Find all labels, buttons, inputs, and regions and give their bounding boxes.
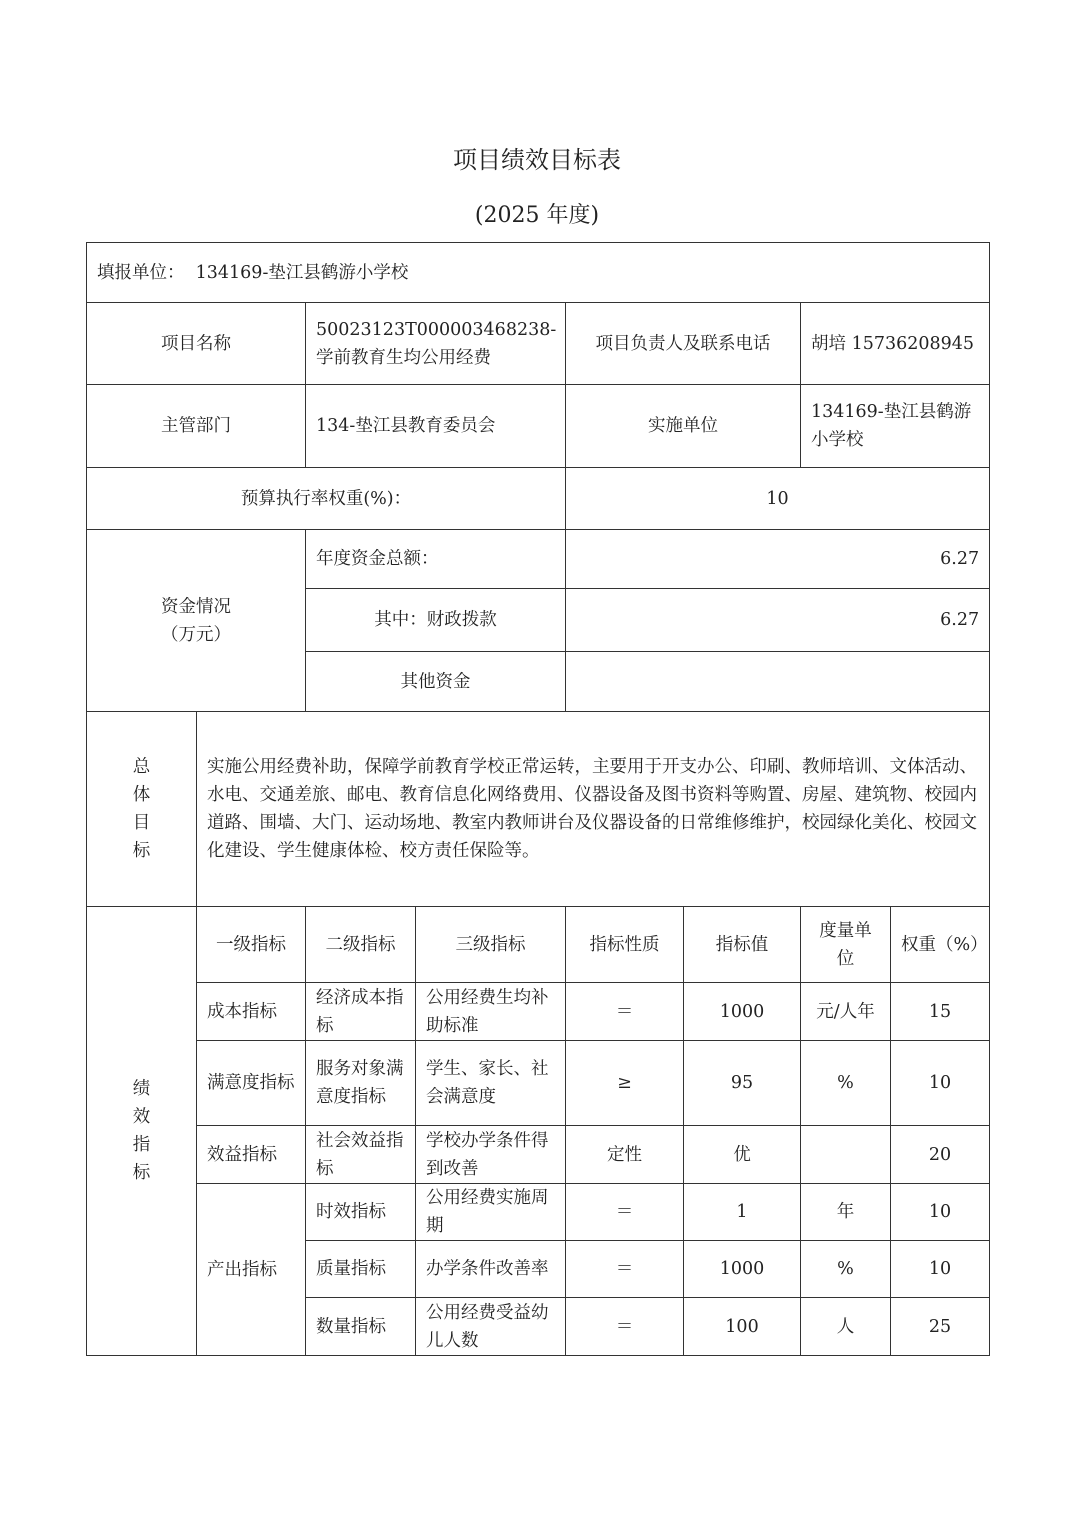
row-nature: ＝ (566, 1241, 684, 1298)
annual-total-label: 年度资金总额： (306, 530, 566, 589)
header-l1: 一级指标 (197, 907, 306, 983)
table-row (87, 1041, 990, 1126)
row-nature: ＝ (566, 983, 684, 1041)
row-l2: 质量指标 (306, 1241, 416, 1298)
row-unit: % (801, 1241, 891, 1298)
row-weight: 15 (891, 983, 990, 1041)
header-nature: 指标性质 (566, 907, 684, 983)
row-l2: 社会效益指标 (306, 1126, 416, 1184)
row-unit: % (801, 1041, 891, 1126)
performance-table (86, 242, 990, 1356)
impl-unit-value: 134169-垫江县鹤游小学校 (801, 385, 990, 468)
project-leader-label: 项目负责人及联系电话 (566, 303, 801, 385)
row-l3: 公用经费受益幼儿人数 (416, 1298, 566, 1356)
row-l3: 公用经费实施周期 (416, 1184, 566, 1241)
table-row (87, 1184, 990, 1241)
row-value: 1 (684, 1184, 801, 1241)
budget-weight-label: 预算执行率权重(%)： (87, 468, 566, 530)
header-unit: 度量单位 (801, 907, 891, 983)
page-title: 项目绩效目标表 (453, 146, 621, 174)
row-l1: 效益指标 (197, 1126, 306, 1184)
row-l1: 成本指标 (197, 983, 306, 1041)
header-l2: 二级指标 (306, 907, 416, 983)
row-l1: 满意度指标 (197, 1041, 306, 1126)
row-weight: 10 (891, 1041, 990, 1126)
fiscal-label: 其中：财政拨款 (306, 589, 566, 652)
other-funds-label: 其他资金 (306, 652, 566, 712)
dept-value: 134-垫江县教育委员会 (306, 385, 566, 468)
row-l3: 公用经费生均补助标准 (416, 983, 566, 1041)
funds-unit: （万元） (161, 624, 231, 645)
row-value: 100 (684, 1298, 801, 1356)
funds-label-cell (87, 530, 306, 712)
project-name-label: 项目名称 (87, 303, 306, 385)
row-unit: 年 (801, 1184, 891, 1241)
goal-label: 总 体 目 标 (87, 712, 197, 907)
row-weight: 10 (891, 1241, 990, 1298)
row-l2: 经济成本指标 (306, 983, 416, 1041)
goal-text: 实施公用经费补助，保障学前教育学校正常运转，主要用于开支办公、印刷、教师培训、文体活动、水电、交通差旅、邮电、教育信息化网络费用、仪器设备及图书资料等购置、房屋、建筑物、校园内道路、围墙、大门、运动场地、教室内教师讲台及仪器设备的日常维修维护，校园绿化美化、校园文化建设、学生健康体检、校方责任保险等。 (197, 712, 990, 907)
row-value: 1000 (684, 983, 801, 1041)
fill-unit-cell (87, 243, 990, 303)
row-nature: ＝ (566, 1298, 684, 1356)
row-weight: 20 (891, 1126, 990, 1184)
header-weight: 权重（%） (891, 907, 990, 983)
fill-unit-label: 填报单位： (97, 262, 185, 283)
table-row (87, 983, 990, 1041)
row-weight: 25 (891, 1298, 990, 1356)
row-l2: 时效指标 (306, 1184, 416, 1241)
table-row (87, 1126, 990, 1184)
page-subtitle: (2025 年度) (474, 203, 600, 228)
fill-unit-value: 134169-垫江县鹤游小学校 (195, 262, 409, 283)
row-l3: 办学条件改善率 (416, 1241, 566, 1298)
row-nature: ≥ (566, 1041, 684, 1126)
perf-label: 绩 效 指 标 (87, 907, 197, 1356)
row-unit (801, 1126, 891, 1184)
header-value: 指标值 (684, 907, 801, 983)
row-l2: 数量指标 (306, 1298, 416, 1356)
annual-total-value: 6.27 (566, 530, 990, 589)
row-l3: 学生、家长、社会满意度 (416, 1041, 566, 1126)
row-value: 优 (684, 1126, 801, 1184)
row-l1: 产出指标 (197, 1184, 306, 1356)
project-name-value: 50023123T000003468238-学前教育生均公用经费 (306, 303, 566, 385)
row-l2: 服务对象满意度指标 (306, 1041, 416, 1126)
dept-label: 主管部门 (87, 385, 306, 468)
row-nature: 定性 (566, 1126, 684, 1184)
row-l3: 学校办学条件得到改善 (416, 1126, 566, 1184)
budget-weight-value: 10 (566, 468, 990, 530)
header-l3: 三级指标 (416, 907, 566, 983)
row-value: 1000 (684, 1241, 801, 1298)
row-nature: ＝ (566, 1184, 684, 1241)
fiscal-value: 6.27 (566, 589, 990, 652)
funds-label: 资金情况 (161, 596, 231, 617)
other-funds-value (566, 652, 990, 712)
row-unit: 元/人年 (801, 983, 891, 1041)
row-unit: 人 (801, 1298, 891, 1356)
row-value: 95 (684, 1041, 801, 1126)
impl-unit-label: 实施单位 (566, 385, 801, 468)
project-leader-value: 胡培 15736208945 (801, 303, 990, 385)
row-weight: 10 (891, 1184, 990, 1241)
